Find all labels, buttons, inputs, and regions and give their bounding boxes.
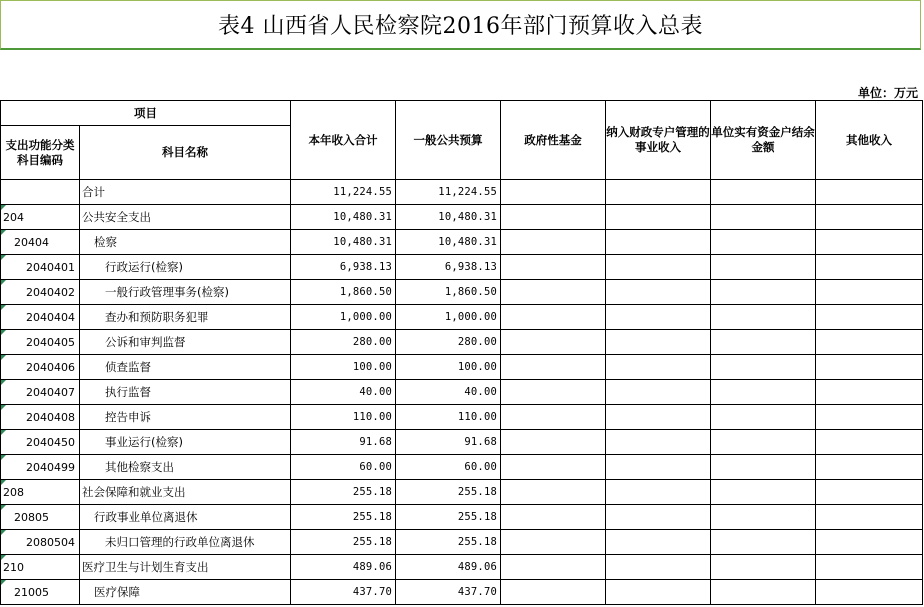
row-total[interactable] [291, 205, 396, 230]
row-name[interactable] [80, 555, 291, 580]
row-special-account[interactable] [606, 255, 711, 280]
row-general-budget-text: 91.68 [464, 436, 497, 448]
row-code-text: 2040405 [26, 335, 75, 349]
row-other-income[interactable] [816, 330, 923, 355]
row-government-fund[interactable] [501, 280, 606, 305]
row-balance[interactable] [711, 255, 816, 280]
row-name-text: 合计 [82, 185, 105, 199]
unit-label: 单位：万元 [857, 86, 918, 100]
row-total-text: 489.06 [352, 561, 392, 573]
row-name-text: 检察 [94, 235, 117, 249]
row-name[interactable] [80, 205, 291, 230]
row-name-text: 公诉和审判监督 [105, 335, 186, 349]
table-row [1, 355, 923, 380]
row-other-income[interactable] [816, 355, 923, 380]
header-general-budget: 一般公共预算 [396, 101, 501, 180]
row-total-text: 100.00 [352, 361, 392, 373]
row-general-budget-text: 1,860.50 [444, 286, 497, 298]
row-code[interactable] [1, 355, 80, 380]
row-code[interactable] [1, 330, 80, 355]
row-government-fund[interactable] [501, 405, 606, 430]
row-name-text: 侦查监督 [105, 360, 151, 374]
row-general-budget[interactable] [396, 505, 501, 530]
row-name-text: 行政运行(检察) [105, 260, 183, 274]
row-code[interactable] [1, 230, 80, 255]
row-special-account[interactable] [606, 505, 711, 530]
row-name-text: 医疗卫生与计划生育支出 [82, 560, 209, 574]
budget-table [0, 100, 923, 605]
header-name: 科目名称 [80, 126, 291, 180]
row-special-account[interactable] [606, 205, 711, 230]
row-general-budget[interactable] [396, 580, 501, 605]
row-other-income[interactable] [816, 205, 923, 230]
error-indicator-icon [1, 280, 6, 285]
row-total[interactable] [291, 230, 396, 255]
row-name-text: 查办和预防职务犯罪 [105, 310, 209, 324]
row-general-budget-text: 100.00 [457, 361, 497, 373]
row-code-text: 208 [3, 485, 24, 499]
row-other-income[interactable] [816, 405, 923, 430]
row-total[interactable] [291, 430, 396, 455]
row-name-text: 公共安全支出 [82, 210, 151, 224]
row-special-account[interactable] [606, 555, 711, 580]
error-indicator-icon [1, 430, 6, 435]
row-code[interactable] [1, 555, 80, 580]
row-name-text: 行政事业单位离退休 [94, 510, 198, 524]
row-other-income[interactable] [816, 580, 923, 605]
row-general-budget-text: 110.00 [457, 411, 497, 423]
table-row [1, 405, 923, 430]
row-code-text: 204 [3, 210, 24, 224]
row-code[interactable] [1, 580, 80, 605]
row-general-budget[interactable] [396, 530, 501, 555]
row-other-income[interactable] [816, 180, 923, 205]
error-indicator-icon [1, 255, 6, 260]
row-general-budget-text: 10,480.31 [438, 211, 497, 223]
row-other-income[interactable] [816, 280, 923, 305]
table-row [1, 180, 923, 205]
row-name-text: 事业运行(检察) [105, 435, 183, 449]
row-name[interactable] [80, 355, 291, 380]
error-indicator-icon [1, 505, 6, 510]
row-total-text: 60.00 [359, 461, 392, 473]
row-general-budget-text: 1,000.00 [444, 311, 497, 323]
row-other-income[interactable] [816, 230, 923, 255]
row-code-text: 2040401 [26, 260, 75, 274]
row-total[interactable] [291, 555, 396, 580]
row-total[interactable] [291, 505, 396, 530]
row-total[interactable] [291, 580, 396, 605]
row-government-fund[interactable] [501, 180, 606, 205]
row-other-income[interactable] [816, 255, 923, 280]
row-total-text: 437.70 [352, 586, 392, 598]
row-general-budget[interactable] [396, 255, 501, 280]
row-general-budget[interactable] [396, 205, 501, 230]
row-code-text: 2040408 [26, 410, 75, 424]
error-indicator-icon [1, 230, 6, 235]
row-general-budget-text: 437.70 [457, 586, 497, 598]
row-general-budget-text: 255.18 [457, 486, 497, 498]
row-general-budget-text: 280.00 [457, 336, 497, 348]
title-bar [0, 0, 921, 50]
row-general-budget[interactable] [396, 305, 501, 330]
row-code-text: 2040402 [26, 285, 75, 299]
row-other-income[interactable] [816, 480, 923, 505]
row-total[interactable] [291, 330, 396, 355]
header-project: 项目 [1, 101, 291, 126]
row-balance[interactable] [711, 430, 816, 455]
row-code-text: 20404 [14, 235, 49, 249]
table-row [1, 430, 923, 455]
table-row [1, 555, 923, 580]
error-indicator-icon [1, 580, 6, 585]
row-name[interactable] [80, 480, 291, 505]
table-row [1, 230, 923, 255]
row-code[interactable] [1, 480, 80, 505]
row-general-budget[interactable] [396, 455, 501, 480]
row-special-account[interactable] [606, 405, 711, 430]
row-general-budget-text: 489.06 [457, 561, 497, 573]
row-code-text: 2040404 [26, 310, 75, 324]
row-total[interactable] [291, 455, 396, 480]
row-total-text: 255.18 [352, 536, 392, 548]
row-balance[interactable] [711, 530, 816, 555]
row-special-account[interactable] [606, 180, 711, 205]
row-code[interactable] [1, 455, 80, 480]
header-special-account: 纳入财政专户管理的事业收入 [606, 101, 711, 180]
row-name-text: 执行监督 [105, 385, 151, 399]
row-other-income[interactable] [816, 305, 923, 330]
row-name[interactable] [80, 330, 291, 355]
row-total-text: 40.00 [359, 386, 392, 398]
row-name[interactable] [80, 530, 291, 555]
row-balance[interactable] [711, 330, 816, 355]
row-special-account[interactable] [606, 430, 711, 455]
row-balance[interactable] [711, 280, 816, 305]
row-total[interactable] [291, 380, 396, 405]
row-special-account[interactable] [606, 305, 711, 330]
row-code-text: 20805 [14, 510, 49, 524]
row-code-text: 210 [3, 560, 24, 574]
row-special-account[interactable] [606, 355, 711, 380]
row-general-budget-text: 10,480.31 [438, 236, 497, 248]
header-balance: 单位实有资金户结余金额 [711, 101, 816, 180]
row-government-fund[interactable] [501, 380, 606, 405]
row-special-account[interactable] [606, 530, 711, 555]
row-government-fund[interactable] [501, 530, 606, 555]
row-name[interactable] [80, 255, 291, 280]
row-name[interactable] [80, 380, 291, 405]
row-balance[interactable] [711, 455, 816, 480]
row-total-text: 10,480.31 [333, 211, 392, 223]
row-code[interactable] [1, 405, 80, 430]
row-general-budget[interactable] [396, 405, 501, 430]
row-special-account[interactable] [606, 480, 711, 505]
header-total: 本年收入合计 [291, 101, 396, 180]
row-other-income[interactable] [816, 505, 923, 530]
row-name[interactable] [80, 430, 291, 455]
row-total[interactable] [291, 480, 396, 505]
row-other-income[interactable] [816, 555, 923, 580]
row-other-income[interactable] [816, 380, 923, 405]
error-indicator-icon [1, 555, 6, 560]
report-title: 表4 山西省人民检察院2016年部门预算收入总表 [218, 14, 703, 39]
row-code[interactable] [1, 305, 80, 330]
row-code[interactable] [1, 255, 80, 280]
row-code-text: 2080504 [26, 535, 75, 549]
row-code[interactable] [1, 205, 80, 230]
row-government-fund[interactable] [501, 205, 606, 230]
row-balance[interactable] [711, 380, 816, 405]
error-indicator-icon [1, 205, 6, 210]
row-total[interactable] [291, 180, 396, 205]
row-code[interactable] [1, 280, 80, 305]
row-government-fund[interactable] [501, 430, 606, 455]
row-special-account[interactable] [606, 580, 711, 605]
error-indicator-icon [1, 405, 6, 410]
row-general-budget-text: 255.18 [457, 536, 497, 548]
row-special-account[interactable] [606, 455, 711, 480]
row-name[interactable] [80, 305, 291, 330]
row-government-fund[interactable] [501, 255, 606, 280]
row-code-text: 2040406 [26, 360, 75, 374]
row-name-text: 控告申诉 [105, 410, 151, 424]
row-balance[interactable] [711, 355, 816, 380]
row-general-budget-text: 40.00 [464, 386, 497, 398]
table-row [1, 280, 923, 305]
row-general-budget[interactable] [396, 355, 501, 380]
table-row [1, 455, 923, 480]
row-name[interactable] [80, 230, 291, 255]
row-general-budget[interactable] [396, 280, 501, 305]
row-balance[interactable] [711, 405, 816, 430]
row-code-text: 2040450 [26, 435, 75, 449]
row-total-text: 110.00 [352, 411, 392, 423]
row-government-fund[interactable] [501, 455, 606, 480]
table-row [1, 480, 923, 505]
row-general-budget[interactable] [396, 180, 501, 205]
row-total-text: 1,860.50 [339, 286, 392, 298]
row-total[interactable] [291, 255, 396, 280]
row-name[interactable] [80, 180, 291, 205]
row-name-text: 社会保障和就业支出 [82, 485, 186, 499]
row-general-budget-text: 11,224.55 [438, 186, 497, 198]
row-total[interactable] [291, 280, 396, 305]
row-total[interactable] [291, 530, 396, 555]
row-name[interactable] [80, 580, 291, 605]
row-code[interactable] [1, 180, 80, 205]
row-code[interactable] [1, 380, 80, 405]
row-general-budget[interactable] [396, 480, 501, 505]
row-balance[interactable] [711, 480, 816, 505]
table-row [1, 505, 923, 530]
row-name-text: 一般行政管理事务(检察) [105, 285, 229, 299]
row-special-account[interactable] [606, 230, 711, 255]
row-name-text: 其他检察支出 [105, 460, 174, 474]
row-total[interactable] [291, 405, 396, 430]
table-row [1, 255, 923, 280]
row-name[interactable] [80, 280, 291, 305]
row-total[interactable] [291, 355, 396, 380]
row-special-account[interactable] [606, 280, 711, 305]
error-indicator-icon [1, 330, 6, 335]
row-name[interactable] [80, 505, 291, 530]
row-code[interactable] [1, 530, 80, 555]
error-indicator-icon [1, 530, 6, 535]
row-government-fund[interactable] [501, 505, 606, 530]
row-government-fund[interactable] [501, 580, 606, 605]
row-total-text: 10,480.31 [333, 236, 392, 248]
error-indicator-icon [1, 355, 6, 360]
row-special-account[interactable] [606, 330, 711, 355]
row-balance[interactable] [711, 505, 816, 530]
table-row [1, 380, 923, 405]
row-government-fund[interactable] [501, 330, 606, 355]
table-row [1, 205, 923, 230]
row-total-text: 1,000.00 [339, 311, 392, 323]
row-general-budget-text: 255.18 [457, 511, 497, 523]
row-total-text: 11,224.55 [333, 186, 392, 198]
row-code-text: 2040499 [26, 460, 75, 474]
row-total-text: 91.68 [359, 436, 392, 448]
row-government-fund[interactable] [501, 555, 606, 580]
row-total-text: 6,938.13 [339, 261, 392, 273]
row-general-budget-text: 6,938.13 [444, 261, 497, 273]
row-other-income[interactable] [816, 530, 923, 555]
error-indicator-icon [1, 480, 6, 485]
header-government-fund: 政府性基金 [501, 101, 606, 180]
table-row [1, 580, 923, 605]
row-name-text: 医疗保障 [94, 585, 140, 599]
header-code: 支出功能分类科目编码 [1, 126, 80, 180]
row-balance[interactable] [711, 580, 816, 605]
header-other-income: 其他收入 [816, 101, 923, 180]
row-balance[interactable] [711, 230, 816, 255]
error-indicator-icon [1, 305, 6, 310]
row-special-account[interactable] [606, 380, 711, 405]
row-name[interactable] [80, 405, 291, 430]
row-general-budget-text: 60.00 [464, 461, 497, 473]
row-other-income[interactable] [816, 455, 923, 480]
row-total-text: 255.18 [352, 486, 392, 498]
row-balance[interactable] [711, 555, 816, 580]
row-code-text: 21005 [14, 585, 49, 599]
row-government-fund[interactable] [501, 230, 606, 255]
row-balance[interactable] [711, 205, 816, 230]
row-total-text: 255.18 [352, 511, 392, 523]
row-total[interactable] [291, 305, 396, 330]
row-balance[interactable] [711, 305, 816, 330]
row-government-fund[interactable] [501, 305, 606, 330]
table-row [1, 305, 923, 330]
row-government-fund[interactable] [501, 480, 606, 505]
table-row [1, 330, 923, 355]
row-general-budget[interactable] [396, 430, 501, 455]
row-other-income[interactable] [816, 430, 923, 455]
row-general-budget[interactable] [396, 380, 501, 405]
error-indicator-icon [1, 455, 6, 460]
row-general-budget[interactable] [396, 555, 501, 580]
row-code-text: 2040407 [26, 385, 75, 399]
row-total-text: 280.00 [352, 336, 392, 348]
row-name-text: 未归口管理的行政单位离退休 [105, 535, 255, 549]
row-code[interactable] [1, 505, 80, 530]
row-name[interactable] [80, 455, 291, 480]
row-government-fund[interactable] [501, 355, 606, 380]
error-indicator-icon [1, 380, 6, 385]
row-general-budget[interactable] [396, 330, 501, 355]
table-body [1, 180, 923, 605]
row-code[interactable] [1, 430, 80, 455]
row-balance[interactable] [711, 180, 816, 205]
row-general-budget[interactable] [396, 230, 501, 255]
table-row [1, 530, 923, 555]
